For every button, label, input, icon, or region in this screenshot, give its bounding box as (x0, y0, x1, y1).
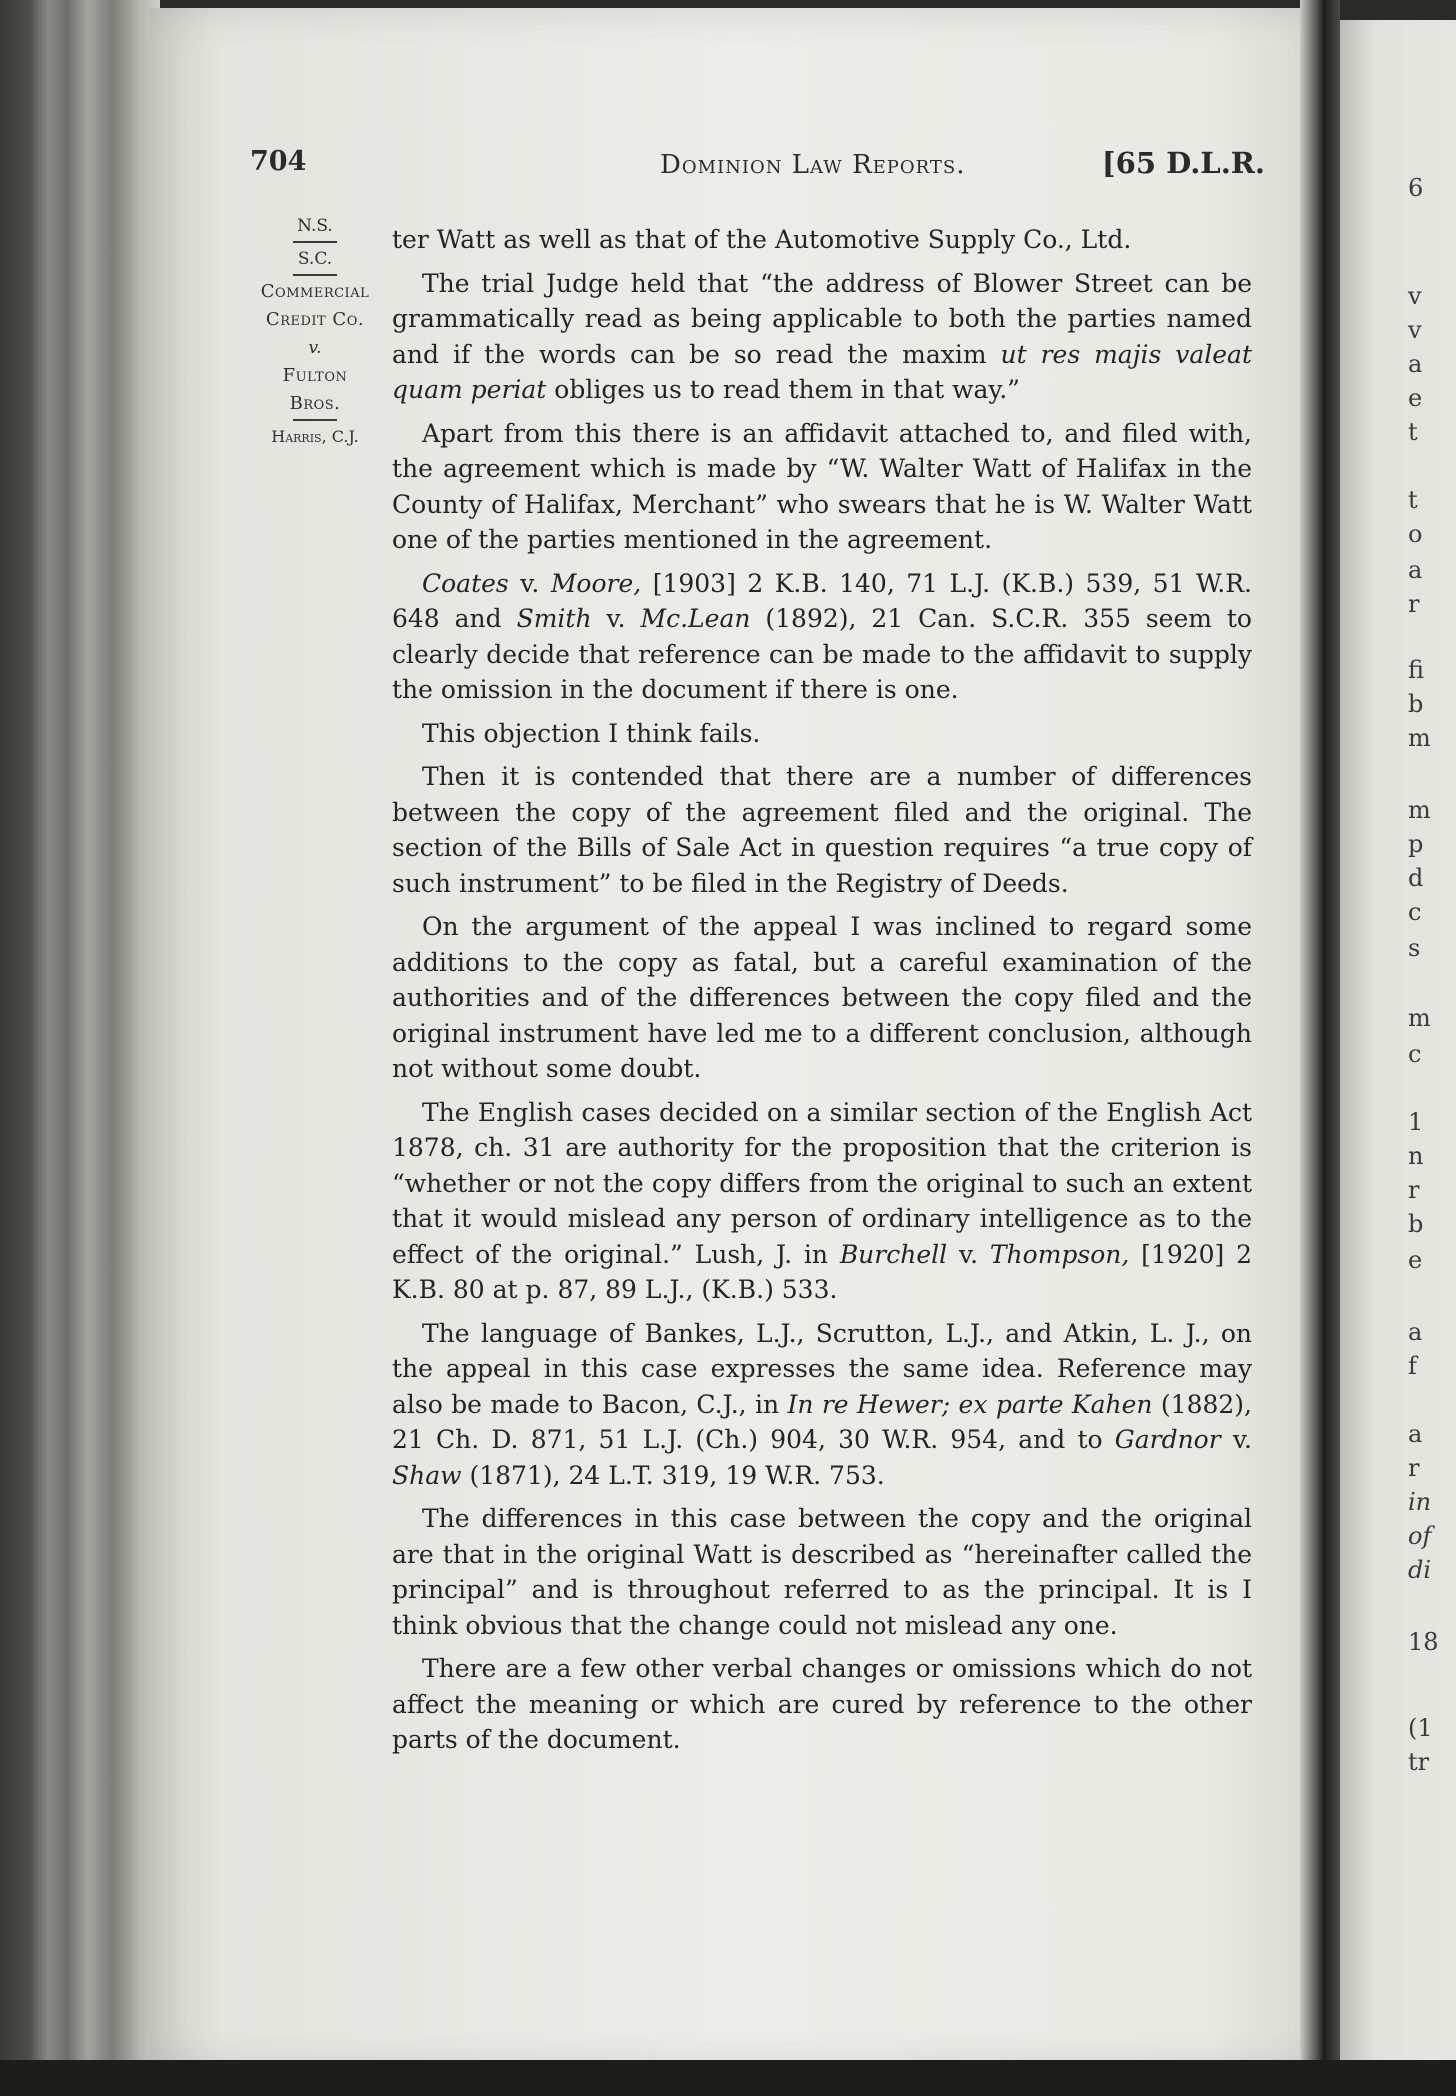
paragraph: The English cases decided on a similar section of the English Act 1878, ch. 31 are authority for the proposition that the criterion is “whether or not the copy differs from the original to such an extent that it would mislead any person of ordinary intelligence as to the effect of the original.” Lush, J. in Burchell v. Thompson, [1920] 2 K.B. 80 at p. 87, 89 L.J., (K.B.) 533. (392, 1097, 1253, 1304)
margin-rule (293, 274, 337, 276)
facing-fragment: of (1408, 1522, 1432, 1550)
facing-fragment: r (1408, 1454, 1420, 1482)
facing-fragment: in (1408, 1488, 1432, 1516)
facing-fragment: o (1408, 520, 1423, 548)
plaintiff-name-line-1: Commercial (260, 281, 370, 302)
facing-fragment: a (1408, 350, 1423, 378)
margin-rule (293, 419, 337, 421)
paragraph: On the argument of the appeal I was inclined to regard some additions to the copy as fatal, but a careful examination of the authorities and of the differences between the copy filed and the original instrument have led me to a different conclusion, although not without some doubt. (392, 912, 1252, 1083)
volume-reference: [65 D.L.R. (1101, 146, 1265, 180)
facing-fragment: r (1408, 1176, 1420, 1204)
book-spine-edge (0, 0, 160, 2096)
scan-bottom-edge (0, 2060, 1456, 2096)
paragraph: Coates v. Moore, [1903] 2 K.B. 140, 71 L.J. (K.B.) 539, 51 W.R. 648 and Smith v. Mc.Lean (1892), 21 Can. S.C.R. 355 seem to clearly decide that reference can be made to the affidavit to supply the omission in the document if there is one. (392, 568, 1252, 704)
facing-fragment: 6 (1408, 174, 1424, 202)
facing-fragment: fi (1408, 656, 1425, 684)
defendant-name-line-2: Bros. (289, 393, 341, 414)
facing-fragment: a (1408, 1318, 1423, 1346)
paragraph: ter Watt as well as that of the Automotive Supply Co., Ltd. (392, 225, 1132, 254)
facing-fragment: p (1408, 830, 1424, 858)
facing-fragment: t (1408, 418, 1418, 446)
paragraph: The language of Bankes, L.J., Scrutton, L.J., and Atkin, L. J., on the appeal in this case expresses the same idea. Reference may also be made to Bacon, C.J., in In re Hewer; ex parte Kahen (1882), 21 Ch. D. 871, 51 L.J. (Ch.) 904, 30 W.R. 954, and to Gardnor v. Shaw (1871), 24 L.T. 319, 19 W.R. 753. (392, 1318, 1252, 1490)
plaintiff-name-line-2: Credit Co. (265, 309, 365, 330)
margin-rule (293, 241, 337, 243)
facing-fragment: (1 (1408, 1714, 1433, 1742)
facing-fragment: t (1408, 486, 1418, 514)
versus: v. (308, 338, 322, 358)
facing-fragment: n (1408, 1142, 1424, 1170)
facing-fragment: s (1408, 934, 1421, 962)
margin-note (240, 212, 390, 451)
facing-fragment: d (1408, 864, 1424, 892)
paragraph: Apart from this there is an affidavit attached to, and filed with, the agreement which is made by “W. Walter Watt of Halifax in the County of Halifax, Merchant” who swears that he is W. Walter Watt one of the parties mentioned in the agreement. (392, 418, 1252, 554)
page-number: 704 (250, 146, 307, 177)
facing-fragment: e (1408, 1246, 1423, 1274)
facing-fragment: 1 (1408, 1108, 1424, 1136)
paragraph: The differences in this case between the copy and the original are that in the original Watt is described as “hereinafter called the principal” and is throughout referred to as the principal. It is I think obvious that the change could not mislead any one. (392, 1504, 1252, 1640)
facing-fragment: b (1408, 690, 1424, 718)
facing-page-edge (1340, 20, 1456, 2060)
judge-name: Harris, C.J. (271, 427, 359, 446)
facing-fragment: m (1408, 796, 1431, 824)
paragraph: The trial Judge held that “the address of Blower Street can be grammatically read as being applicable to both the parties named and if the words can be so read the maxim ut res majis valeat quam periat obliges us to read them in that way.” (392, 268, 1252, 404)
facing-fragment: e (1408, 384, 1423, 412)
facing-fragment: di (1408, 1556, 1432, 1584)
facing-fragment: m (1408, 724, 1431, 752)
facing-fragment: v (1408, 316, 1422, 344)
facing-fragment: v (1408, 282, 1422, 310)
facing-fragment: m (1408, 1004, 1431, 1032)
facing-fragment: c (1408, 898, 1422, 926)
book-gutter (1300, 0, 1340, 2096)
facing-fragment: c (1408, 1040, 1422, 1068)
facing-fragment: b (1408, 1210, 1424, 1238)
judgment-body (392, 222, 1252, 1766)
defendant-name-line-1: Fulton (282, 365, 348, 386)
journal-title: Dominion Law Reports. (660, 150, 966, 180)
facing-fragment: a (1408, 1420, 1423, 1448)
facing-fragment: f (1408, 1352, 1417, 1380)
running-head (250, 146, 1265, 186)
court-province: N.S. (297, 216, 333, 236)
facing-fragment: 18 (1408, 1628, 1439, 1656)
facing-fragment: r (1408, 590, 1420, 618)
paragraph: This objection I think fails. (422, 718, 761, 748)
paragraph: There are a few other verbal changes or omissions which do not affect the meaning or which are cured by reference to the other parts of the document. (392, 1654, 1252, 1754)
facing-fragment: a (1408, 556, 1423, 584)
court-name: S.C. (297, 249, 333, 269)
paragraph: Then it is contended that there are a number of differences between the copy of the agreement filed and the original. The section of the Bills of Sale Act in question requires “a true copy of such instrument” to be filed in the Registry of Deeds. (392, 762, 1252, 898)
facing-fragment: tr (1408, 1748, 1430, 1776)
